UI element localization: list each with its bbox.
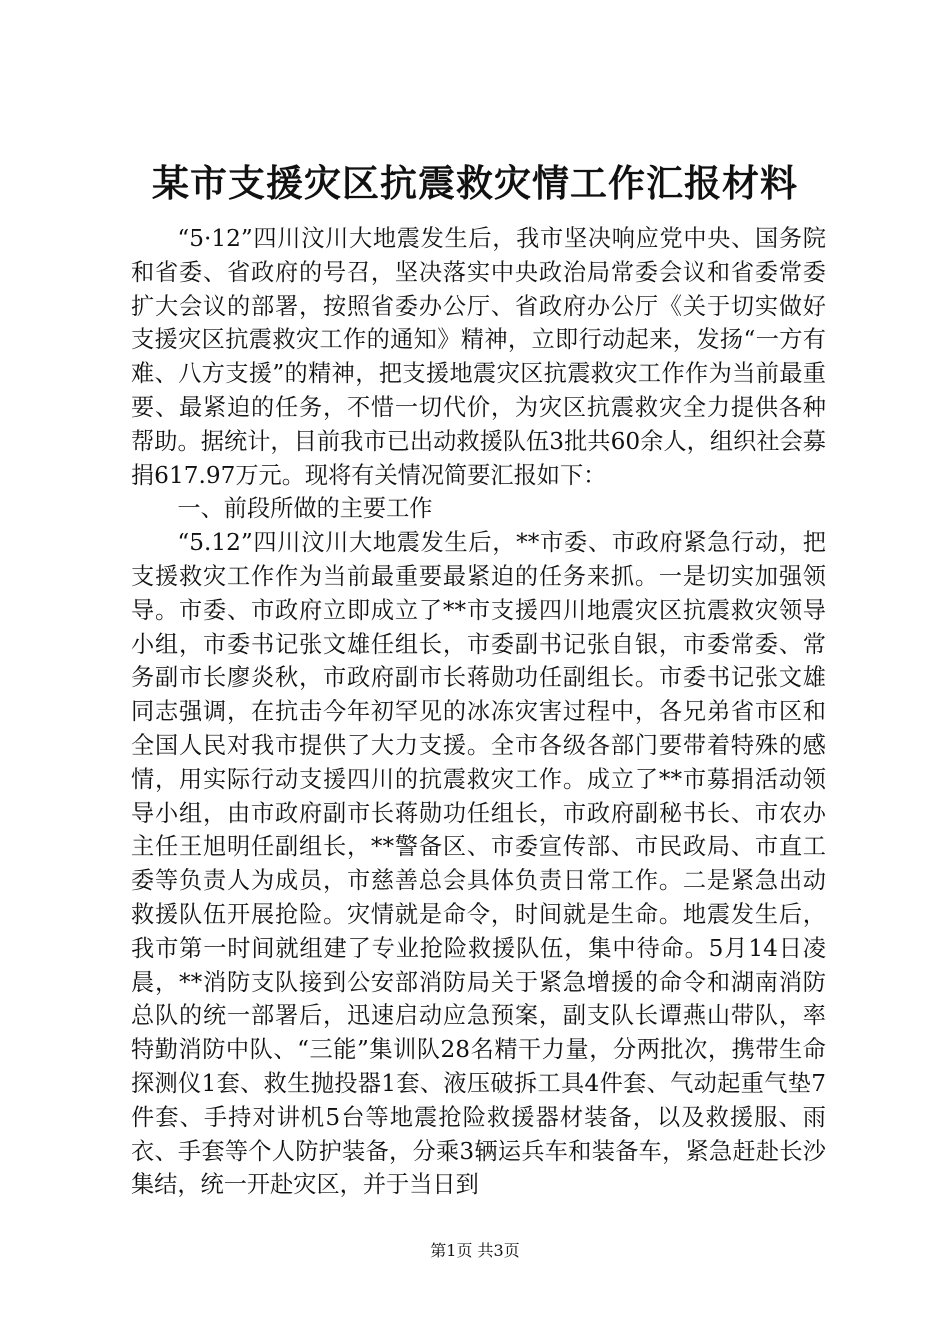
intro-paragraph: “5·12”四川汶川大地震发生后，我市坚决响应党中央、国务院和省委、省政府的号召，坚决落实中央政治局常委会议和省委常委扩大会议的部署，按照省委办公厅、省政府办公厅《关于切实做好支援灾区抗震救灾工作的通知》精神，立即行动起来，发扬“一方有难、八方支援”的精神，把支援地震灾区抗震救灾工作作为当前最重要、最紧迫的任务，不惜一切代价，为灾区抗震救灾全力提供各种帮助。据统计，目前我市已出动救援队伍3批共60余人，组织社会募捐617.97万元。现将有关情况简要汇报如下： bbox=[131, 225, 826, 489]
document-body bbox=[131, 222, 826, 1202]
document-title: 某市支援灾区抗震救灾情工作汇报材料 bbox=[152, 161, 798, 205]
body-paragraph: “5.12”四川汶川大地震发生后，**市委、市政府紧急行动，把支援救灾工作作为当前最重要最紧迫的任务来抓。一是切实加强领导。市委、市政府立即成立了**市支援四川地震灾区抗震救灾领导小组，市委书记张文雄任组长，市委副书记张自银，市委常委、常务副市长廖炎秋，市政府副市长蒋勋功任副组长。市委书记张文雄同志强调，在抗击今年初罕见的冰冻灾害过程中，各兄弟省市区和全国人民对我市提供了大力支援。全市各级各部门要带着特殊的感情，用实际行动支援四川的抗震救灾工作。成立了**市募捐活动领导小组，由市政府副市长蒋勋功任组长，市政府副秘书长、市农办主任王旭明任副组长，**警备区、市委宣传部、市民政局、市直工委等负责人为成员，市慈善总会具体负责日常工作。二是紧急出动救援队伍开展抢险。灾情就是命令，时间就是生命。地震发生后，我市第一时间就组建了专业抢险救援队伍，集中待命。5月14日凌晨，**消防支队接到公安部消防局关于紧急增援的命令和湖南消防总队的统一部署后，迅速启动应急预案，副支队长谭燕山带队，率特勤消防中队、“三能”集训队28名精干力量，分两批次，携带生命探测仪1套、救生抛投器1套、液压破拆工具4件套、气动起重气垫7件套、手持对讲机5台等地震抢险救援器材装备，以及救援服、雨衣、手套等个人防护装备，分乘3辆运兵车和装备车，紧急赶赴长沙集结，统一开赴灾区，并于当日到 bbox=[131, 529, 826, 1199]
page-footer bbox=[0, 1240, 950, 1262]
page-number: 第1页 共3页 bbox=[430, 1241, 520, 1260]
section-heading: 一、前段所做的主要工作 bbox=[177, 495, 433, 523]
